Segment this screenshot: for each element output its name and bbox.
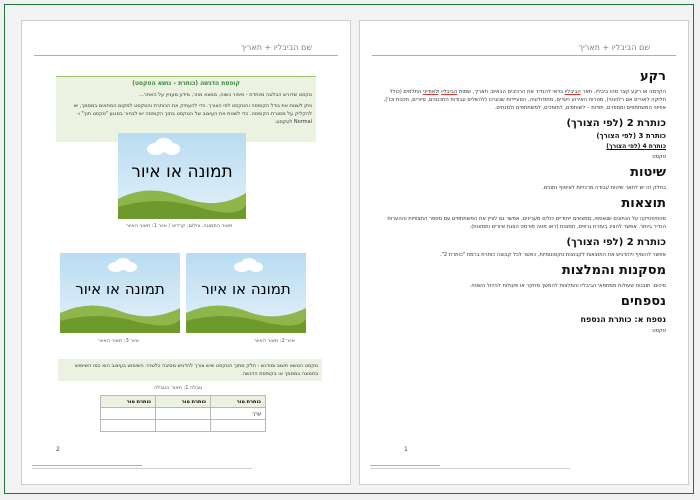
appendix-a-title: נספח א: כותרת הנספח — [580, 315, 666, 324]
spellcheck-word: הביבליו — [441, 89, 458, 95]
image-placeholder-2[interactable] — [186, 253, 306, 333]
footer-rule-secondary — [32, 468, 252, 469]
table-header-cell: כותרת טור — [156, 396, 211, 408]
image-placeholder-3[interactable] — [60, 253, 180, 333]
page-number: 1 — [404, 446, 408, 453]
image-placeholder-text: תמונה או איור — [131, 162, 233, 183]
text-run: בדאי להגדיר את הרכיבים הבאים: תאריך, שמות — [457, 89, 565, 95]
results-text: סטטיסטיקה על הנתונים שנאספו, ממצאים ייחודיים כולים מעניינים, אפשר גם לציין את המשתתפים עם מספר התצפיות וההערות הנדיר ביותר. אפשר להציג בעזרת גרפים, תמונות (ראו מטה פורמט הצגת איורים ותמונות). — [387, 216, 666, 230]
table-caption: טבלה 1: תאור הטבלה — [154, 385, 203, 391]
page-1 — [359, 20, 689, 485]
header-title: שם הביבליו + תאריך — [578, 43, 650, 52]
table-header-cell: כותרת טור — [211, 396, 266, 408]
image-placeholder-text: תמונה או איור — [75, 280, 165, 299]
table-cell[interactable] — [101, 408, 156, 420]
page-number: 2 — [56, 446, 60, 453]
header-rule — [372, 55, 676, 56]
table-cell[interactable] — [211, 420, 266, 432]
highlight-box-text-1: טקסט שדורש הבלטה מיוחדת - סיפור כשוה, ממצא מוזר, מידע מעניין על האתר... — [139, 92, 312, 98]
emphasis-note[interactable] — [58, 359, 322, 381]
table-row — [101, 408, 266, 420]
emphasis-note-text: טקסט הנושא חשוב ומודגש - חלק מתוך הטקסט שיש צורך להדגיש מסיבה כלשהי: השימוש בעיצוב הוא כמו השימוש בתמונה במסמך או בקופסת הדגשה. — [75, 363, 318, 377]
heading-appendices: נספחים — [620, 294, 666, 309]
data-table[interactable] — [100, 395, 266, 432]
text-run: התלמים (כולל חלוקה לאורים אם רלוונטי), מטרות האירוע ויעדים, מתודולוגיה, הסעיידות שנערכו (להשלים עבודות התכנונים, סיורים, תכנות וכו'), אפיוני המשתתפים ומספרם, תודות – לשותפים, לתומכים, למשתתפים ולמנחים. — [383, 89, 666, 111]
heading-2-a: כותרת 2 (לפי הצורך) — [566, 118, 666, 129]
background-text — [382, 88, 666, 112]
methods-text: בחלק זה יש לתאר שיטות עבודה מרכזיות לאיסוף נתונים. — [542, 185, 666, 191]
figure-caption-3: איור 3: תאור האיור — [98, 338, 140, 344]
page-header — [22, 43, 350, 55]
heading-conclusions: מסקנות והמלצות — [561, 263, 666, 278]
text-run: ו — [438, 89, 442, 95]
heading-results: תוצאות — [621, 196, 666, 211]
appendix-a-text: טקסט — [652, 328, 666, 334]
footer-rule — [370, 465, 440, 466]
heading-background: רקע — [639, 69, 666, 84]
page-1-body — [382, 65, 666, 450]
page-footer — [360, 446, 688, 466]
page-footer — [22, 446, 350, 466]
text-run: הקדמה או רקע קצר מהו ביבליו. תאר — [580, 89, 666, 95]
image-placeholder-text: תמונה או איור — [201, 280, 291, 299]
heading-3-a: כותרת 3 (לפי הצורך) — [596, 132, 666, 140]
conclusions-text: סיכום: תובנות שעולות ממתפאי הביבליו והמלצות להמשך מחקר או פעולות לניהול השטח. — [469, 283, 666, 289]
spellcheck-word: לאפייני — [422, 89, 439, 95]
footer-rule-secondary — [370, 468, 570, 469]
heading-2-b: כותרת 2 (לפי הצורך) — [566, 237, 666, 248]
header-rule — [34, 55, 338, 56]
footer-rule — [32, 465, 142, 466]
page-2 — [21, 20, 351, 485]
highlight-box-text-2: ניתן לשנות את גודל הקופסה והטקסט לפי הצורך. כדי להעתיק את הכותרת והטקסט למקום המתאים במסמך, יש להקליק על מסגרת הקופסה. כדי לשנות את העיצוב של הטקסט בתוך הקופסה יש לבחור בסגנון "טקסט תוך" ו-Normal לטקסט. — [73, 103, 312, 125]
table-header-cell: כותרת טור — [101, 396, 156, 408]
table-cell[interactable] — [156, 408, 211, 420]
table-cell[interactable]: ערך — [211, 408, 266, 420]
heading-2-b-text: אפשר להוסיף ולהדגיש את התוצאות לקבוצות טקסונומיות, כאשר לכל קבוצה כותרת ברמת "כותרת 2". — [439, 252, 666, 258]
table-header-row — [101, 396, 266, 408]
table-row — [101, 420, 266, 432]
figure-caption-2: איור 2: תאור האיור — [254, 338, 296, 344]
figure-caption-1: תאור התמונה. צילום: קרדיט / איור 1: תאור האיור — [126, 223, 233, 229]
spellcheck-word: הביבליו — [564, 89, 581, 95]
highlight-box-title: קופסת הדגשה (כותרת - נושא הטקסט) — [132, 80, 240, 87]
table-cell[interactable] — [101, 420, 156, 432]
table-cell[interactable] — [156, 420, 211, 432]
heading-4-a: כותרת 4 (לפי הצורך) — [606, 143, 666, 150]
heading-methods: שיטות — [630, 165, 666, 180]
header-title: שם הביבליו + תאריך — [240, 43, 312, 52]
heading-4-text: טקסט — [652, 154, 666, 160]
image-placeholder-1[interactable] — [118, 133, 246, 219]
document-viewport — [4, 4, 694, 494]
page-header — [360, 43, 688, 55]
